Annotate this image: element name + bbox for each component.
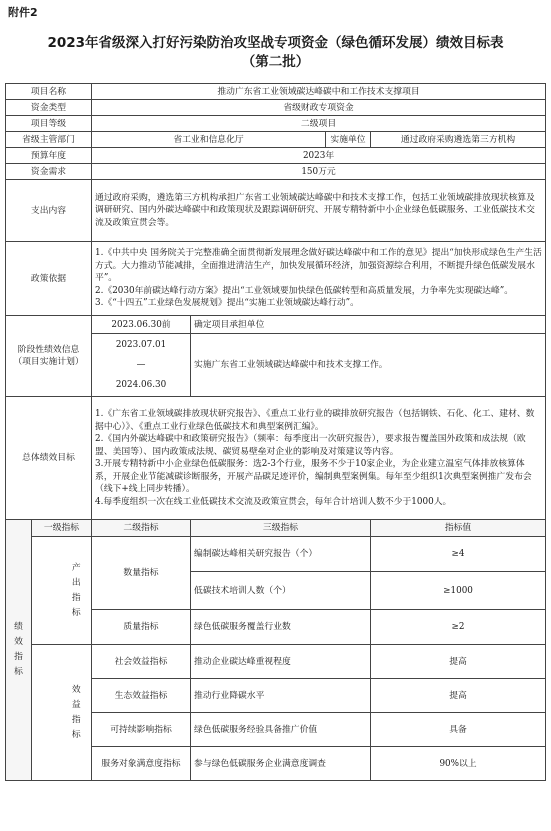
overall-item-4: 4.每季度组织一次在线工业低碳技术交流及政策宣贯会，每年合计培训人数不少于1000人。 [95, 496, 452, 507]
page-title: 2023年省级深入打好污染防治攻坚战专项资金（绿色循环发展）绩效目标表 [47, 35, 504, 51]
budget-year-value: 2023年 [92, 148, 546, 164]
overall-item-2: 2.《国内外碳达峰碳中和政策研究报告》（频率：每季度出一次研究报告），要求报告覆盖国外政策和成法规（欧盟、美国等）、国内政策成法规、碳贸易壁垒对企业的影响及对策建议等内容。 [95, 434, 526, 457]
indicator-row-1-value: ≥4 [371, 537, 546, 572]
stage-date-1: 2023.06.30前 [92, 316, 191, 334]
effect-row-3-third: 绿色低碳服务经验具备推广价值 [191, 713, 371, 747]
quality-indicator-label: 质量指标 [92, 610, 191, 645]
impl-label: 实施单位 [326, 132, 371, 148]
overall-item-3: 3.开展专精特新中小企业绿色低碳服务：选2-3个行业，服务不少于10家企业，为企业建立温室气体排放核算体系，开展企业节能减碳诊断服务，开展产品碳足迹评价，编制典型案例集。每年至少组织1次典型案例推广发布会（线下+线上同步转播）。 [95, 459, 532, 494]
project-level-value: 二级项目 [92, 116, 546, 132]
effect-row-1-second: 社会效益指标 [92, 645, 191, 679]
effect-row-3-value: 具备 [371, 713, 546, 747]
budget-year-label: 预算年度 [6, 148, 92, 164]
overall-goal-content [92, 397, 546, 520]
expense-label: 支出内容 [6, 180, 92, 242]
output-indicator-label: 产出指标 [62, 537, 92, 645]
effect-row-4-second: 服务对象满意度指标 [92, 747, 191, 781]
header-third-level: 三级指标 [191, 520, 371, 537]
header-first-level: 一级指标 [32, 520, 92, 537]
annex-label: 附件2 [8, 6, 38, 19]
stage-date-2-end: 2024.06.30 [115, 380, 167, 390]
indicator-row-1-third: 编制碳达峰相关研究报告（个） [191, 537, 371, 572]
dept-value: 省工业和信息化厅 [92, 132, 326, 148]
policy-item-1: 1.《中共中央 国务院关于完整准确全面贯彻新发展理念做好碳达峰碳中和工作的意见》提出“加快形成绿色生产生活方式。大力推动节能减排，全面推进清洁生产，加快发展循环经济，加强资源综合利用，不断提升绿色低碳发展水平”。 [95, 248, 542, 284]
effect-row-2-third: 推动行业降碳水平 [191, 679, 371, 713]
fund-need-label: 资金需求 [6, 164, 92, 180]
policy-item-3: 3.《“十四五”工业绿色发展规划》提出“实施工业领域碳达峰行动”。 [95, 298, 359, 309]
overall-goal-label: 总体绩效目标 [6, 397, 92, 520]
policy-content [92, 242, 546, 316]
project-name-value: 推动广东省工业领域碳达峰碳中和工作技术支撑项目 [92, 84, 546, 100]
overall-item-1: 1.《广东省工业领域碳排放现状研究报告》、《重点工业行业的碳排放研究报告（包括钢铁、石化、化工、建材、数据中心）》、《重点工业行业绿色低碳技术和典型案例汇编》。 [95, 409, 535, 432]
stage-task-2: 实施广东省工业领域碳达峰碳中和技术支撑工作。 [191, 334, 546, 397]
fund-need-value: 150万元 [92, 164, 546, 180]
effect-row-2-value: 提高 [371, 679, 546, 713]
fund-type-label: 资金类型 [6, 100, 92, 116]
policy-label: 政策依据 [6, 242, 92, 316]
indicator-row-2-third: 低碳技术培训人数（个） [191, 572, 371, 610]
effect-indicator-label: 效益指标 [62, 645, 92, 781]
stage-task-1: 确定项目承担单位 [191, 316, 546, 334]
impl-value: 通过政府采购遴选第三方机构 [371, 132, 546, 148]
effect-row-4-third: 参与绿色低碳服务企业满意度调查 [191, 747, 371, 781]
dept-label: 省级主管部门 [6, 132, 92, 148]
effect-row-1-third: 推动企业碳达峰重视程度 [191, 645, 371, 679]
effect-row-4-value: 90%以上 [371, 747, 546, 781]
quantity-indicator-label: 数量指标 [92, 537, 191, 610]
policy-item-2: 2.《2030年前碳达峰行动方案》提出“工业领域要加快绿色低碳转型和高质量发展，力争率先实现碳达峰”。 [95, 285, 514, 296]
perf-indicator-label: 绩效指标 [6, 520, 32, 781]
project-name-label: 项目名称 [6, 84, 92, 100]
stage-date-2-dash: — [136, 360, 146, 370]
effect-row-3-second: 可持续影响指标 [92, 713, 191, 747]
page-subtitle: （第二批） [241, 54, 310, 70]
indicator-row-2-value: ≥1000 [371, 572, 546, 610]
header-second-level: 二级指标 [92, 520, 191, 537]
effect-row-1-value: 提高 [371, 645, 546, 679]
effect-row-2-second: 生态效益指标 [92, 679, 191, 713]
fund-type-value: 省级财政专项资金 [92, 100, 546, 116]
header-indicator-value: 指标值 [371, 520, 546, 537]
stage-date-2-start: 2023.07.01 [115, 340, 167, 350]
expense-content: 通过政府采购，遴选第三方机构承担广东省工业领域碳达峰碳中和技术支撑工作，包括工业领域碳排放现状核算及调研研究、国内外碳达峰碳中和政策现状及跟踪调研研究、开展专精特新中小企业绿色低碳服务、工业低碳技术交流及政策宣贯会等。 [92, 180, 546, 242]
indicator-row-3-third: 绿色低碳服务覆盖行业数 [191, 610, 371, 645]
performance-target-table [5, 83, 546, 781]
indicator-row-3-value: ≥2 [371, 610, 546, 645]
project-level-label: 项目等级 [6, 116, 92, 132]
stage-date-2 [92, 334, 191, 397]
stage-label: 阶段性绩效信息（项目实施计划） [6, 316, 92, 397]
